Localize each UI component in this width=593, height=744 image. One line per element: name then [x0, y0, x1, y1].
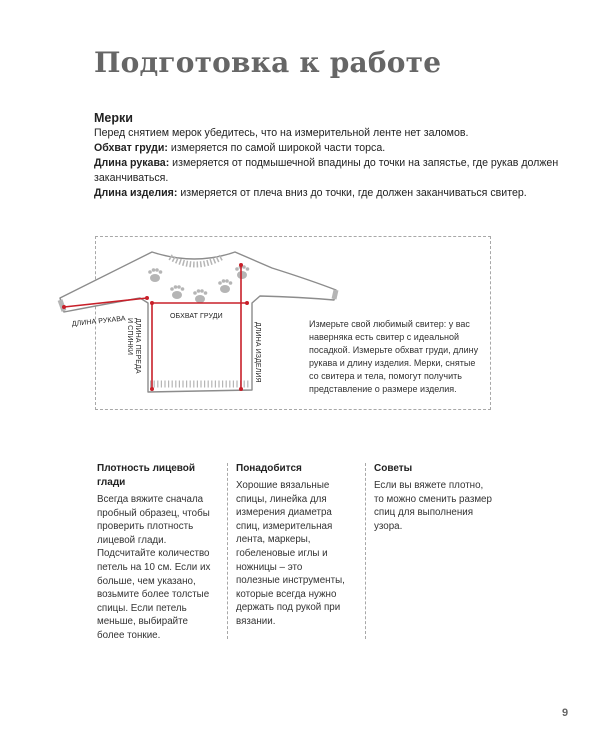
label-chest: ОБХВАТ ГРУДИ — [170, 313, 223, 320]
column-gauge — [97, 462, 215, 643]
measure-sleeve-label: Длина рукава: — [94, 157, 170, 169]
measure-sleeve-text: измеряется от подмышечной впадины до точки на запястье, где рукав должен заканчиваться. — [94, 157, 559, 184]
measures-heading: Мерки — [94, 111, 133, 125]
column-gauge-heading: Плотность лицевой глади — [97, 463, 196, 488]
column-needed-text: Хорошие вязальные спицы, линейка для измерения диаметра спиц, измерительная лента, маркеры, гобеленовые иглы и ножницы – это полезные инструменты, которые всегда нужно держать под рукой при вязании. — [236, 480, 345, 627]
label-front-back-1: ДЛИНА ПЕРЕДА — [134, 318, 141, 374]
label-garment-length: ДЛИНА ИЗДЕЛИЯ — [254, 322, 261, 383]
measure-chest-label: Обхват груди: — [94, 142, 168, 154]
label-front-back-2: И СПИНКИ — [126, 318, 133, 356]
column-tips — [374, 462, 492, 533]
measure-length-text: измеряется от плеча вниз до точки, где должен заканчиваться свитер. — [177, 187, 527, 199]
diagram-note: Измерьте свой любимый свитер: у вас наверняка есть свитер с идеальной посадкой. Измерьте обхват груди, длину рукава и длину изделия. Мерки, снятые со свитера и тела, помогут получить представление о размере изделия. — [309, 319, 479, 394]
page-number: 9 — [562, 707, 569, 719]
label-sleeve-length: ДЛИНА РУКАВА — [71, 315, 126, 328]
column-tips-text: Если вы вяжете плотно, то можно сменить размер спиц для выполнения узора. — [374, 480, 492, 532]
measure-chest-text: измеряется по самой широкой части торса. — [167, 142, 386, 154]
measure-length-label: Длина изделия: — [94, 187, 178, 199]
column-tips-heading: Советы — [374, 463, 413, 474]
cuff-rib-right — [334, 290, 336, 299]
page-title: Подготовка к работе — [94, 46, 442, 79]
column-divider — [365, 463, 366, 639]
column-needed-heading: Понадобится — [236, 463, 302, 474]
column-gauge-text: Всегда вяжите сначала пробный образец, чтобы проверить плотность лицевой глади. Подсчитайте количество петель на 10 см. Если их больше, чем указано, возьмите более толстые спицы. Если петель меньше, выбирайте более тонкие. — [97, 494, 211, 641]
column-divider — [227, 463, 228, 639]
column-needed — [236, 462, 348, 629]
measures-intro: Перед снятием мерок убедитесь, что на измерительной ленте нет заломов. — [94, 127, 469, 139]
